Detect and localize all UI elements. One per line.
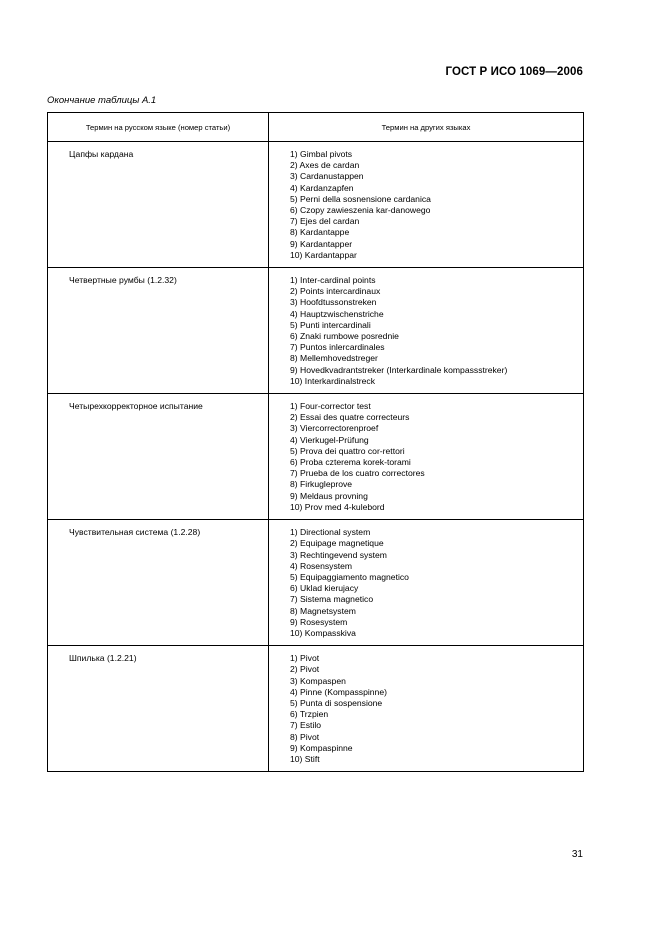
table-caption: Окончание таблицы А.1 <box>47 95 157 106</box>
translation-item: 10) Stift <box>290 753 320 764</box>
table-row <box>48 394 584 520</box>
terms-table <box>47 112 584 772</box>
translation-item: 9) Kardantapper <box>290 238 353 249</box>
document-header: ГОСТ Р ИСО 1069—2006 <box>445 66 583 78</box>
translation-item: 2) Equipage magnetique <box>290 538 384 549</box>
translations-cell <box>269 646 584 772</box>
translation-item: 4) Pinne (Kompasspinne) <box>290 686 387 697</box>
translation-item: 10) Prov med 4-kulebord <box>290 501 385 512</box>
translations-list <box>290 401 583 513</box>
translations-cell <box>269 268 584 394</box>
translation-item: 7) Ejes del cardan <box>290 216 360 227</box>
translation-item: 1) Pivot <box>290 653 320 664</box>
translation-item: 10) Kardantappar <box>290 249 357 260</box>
translation-item: 9) Kompaspinne <box>290 742 353 753</box>
translation-item: 4) Hauptzwischenstriche <box>290 308 384 319</box>
translation-item: 8) Magnetsystem <box>290 605 356 616</box>
translations-list <box>290 149 583 261</box>
translation-item: 8) Mellemhovedstreger <box>290 353 378 364</box>
translation-item: 1) Inter-cardinal points <box>290 275 376 286</box>
translation-item: 1) Four-corrector test <box>290 401 371 412</box>
table-header-row <box>48 113 584 142</box>
translation-item: 3) Viercorrectorenproef <box>290 423 379 434</box>
translation-item: 2) Essai des quatre correcteurs <box>290 412 410 423</box>
translation-item: 2) Points intercardinaux <box>290 286 381 297</box>
translations-list <box>290 527 583 639</box>
translations-cell <box>269 394 584 520</box>
translation-item: 2) Axes de cardan <box>290 160 360 171</box>
translations-list <box>290 275 583 387</box>
translation-item: 9) Meldaus provning <box>290 490 368 501</box>
translation-item: 7) Puntos inlercardinales <box>290 342 385 353</box>
translation-item: 6) Uklad kierujacy <box>290 583 359 594</box>
translation-item: 7) Sistema magnetico <box>290 594 374 605</box>
table-body <box>48 142 584 772</box>
translation-item: 2) Pivot <box>290 664 320 675</box>
translation-item: 5) Perni della sosnensione cardanica <box>290 193 431 204</box>
translation-item: 8) Pivot <box>290 731 320 742</box>
table-row <box>48 142 584 268</box>
translation-item: 10) Interkardinalstreck <box>290 375 376 386</box>
translation-item: 10) Kompasskiva <box>290 627 356 638</box>
translation-item: 1) Directional system <box>290 527 371 538</box>
translation-item: 3) Cardanustappen <box>290 171 364 182</box>
translation-item: 9) Rosesystem <box>290 616 348 627</box>
translation-item: 3) Rechtingevend system <box>290 549 387 560</box>
translation-item: 6) Proba czterema korek-torami <box>290 457 411 468</box>
table-row <box>48 268 584 394</box>
translation-item: 3) Hoofdtussonstreken <box>290 297 377 308</box>
translation-item: 9) Hovedkvadrantstreker (Interkardinale kompassstreker) <box>290 364 508 375</box>
translation-item: 5) Punta di sospensione <box>290 697 383 708</box>
translation-item: 6) Znaki rumbowe posrednie <box>290 331 399 342</box>
translation-item: 1) Gimbal pivots <box>290 149 353 159</box>
translation-item: 7) Prueba de los cuatro correctores <box>290 468 425 479</box>
table-row <box>48 520 584 646</box>
translation-item: 4) Rosensystem <box>290 560 353 571</box>
translations-cell <box>269 520 584 646</box>
translation-item: 5) Equipaggiamento magnetico <box>290 571 409 582</box>
translation-item: 5) Prova dei quattro cor-rettori <box>290 445 405 456</box>
translation-item: 8) Kardantappe <box>290 227 350 238</box>
translation-item: 8) Firkugleprove <box>290 479 353 490</box>
translations-list <box>290 653 583 765</box>
russian-term: Четырехкорректорное испытание <box>48 394 269 520</box>
translation-item: 6) Trzpien <box>290 709 329 720</box>
translation-item: 3) Kompaspen <box>290 675 346 686</box>
translation-item: 7) Estilo <box>290 720 322 731</box>
translation-item: 5) Punti intercardinali <box>290 319 371 330</box>
column-header-other-languages: Термин на других языках <box>269 113 584 142</box>
translations-cell <box>269 142 584 268</box>
column-header-russian-term: Термин на русском языке (номер статьи) <box>48 113 269 142</box>
translation-item: 4) Vierkugel-Prüfung <box>290 434 369 445</box>
translation-item: 4) Kardanzapfen <box>290 182 354 193</box>
russian-term: Шпилька (1.2.21) <box>48 646 269 772</box>
page-number: 31 <box>571 849 583 860</box>
russian-term: Четвертные румбы (1.2.32) <box>48 268 269 394</box>
translation-item: 6) Czopy zawieszenia kar-danowego <box>290 205 431 216</box>
russian-term: Чувствительная система (1.2.28) <box>48 520 269 646</box>
russian-term: Цапфы кардана <box>48 142 269 268</box>
table-row <box>48 646 584 772</box>
